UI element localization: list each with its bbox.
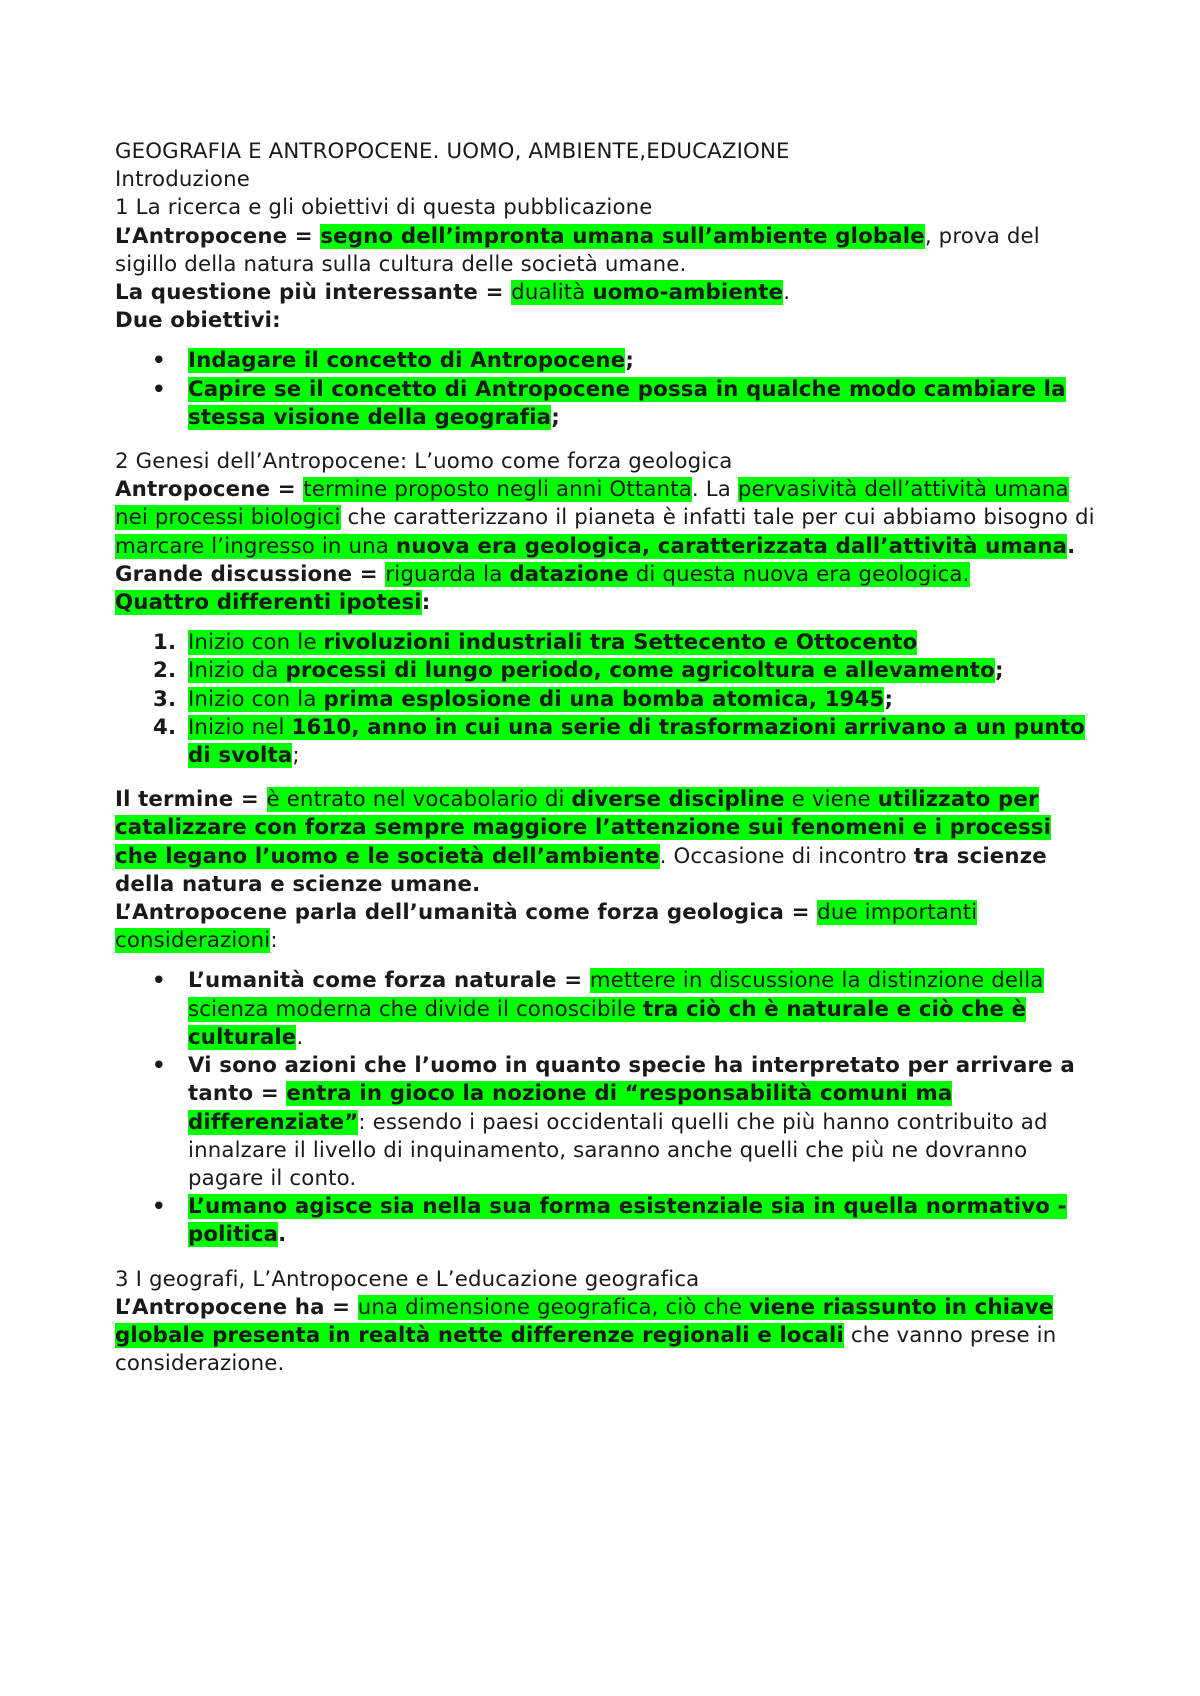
list-item	[115, 629, 1100, 657]
s2-numbered-list	[115, 629, 1100, 770]
s2-p2-highlight-2: datazione	[509, 561, 629, 587]
hypothesis-4-lead: Inizio nel	[188, 714, 292, 740]
s2-p4-text: :	[270, 928, 278, 954]
s2-p4-label: L’Antropocene parla dell’umanità come forza geologica =	[115, 900, 818, 926]
s2-p2-text: :	[421, 590, 431, 616]
s2-p4-highlight: due importanti considerazioni	[115, 900, 978, 954]
s1-p2-highlight-2: uomo-ambiente	[592, 280, 784, 306]
hypothesis-4-end: ;	[292, 743, 300, 769]
section-3-heading: 3 I geografi, L’Antropocene e L’educazione geografica	[115, 1266, 700, 1292]
s3-p1-highlight-2: viene riassunto in chiave globale presenta in realtà nette differenze regionali e locali	[115, 1294, 1054, 1348]
s3-p1-text: che vanno prese in considerazione.	[115, 1322, 1057, 1377]
s1-p2-text: .	[783, 280, 791, 306]
s2-p3-highlight-3: e viene	[784, 787, 878, 813]
s1-paragraph-1	[115, 223, 1100, 279]
list-item	[115, 1193, 1100, 1249]
s1-bullet-2-text: ;	[551, 404, 560, 430]
section-2-heading: 2 Genesi dell’Antropocene: L’uomo come forza geologica	[115, 449, 733, 475]
s2-p3-highlight-2: diverse discipline	[571, 787, 785, 813]
s2-paragraph-2	[115, 561, 1100, 617]
hypothesis-2-highlight: processi di lungo periodo, come agricoltura e allevamento	[285, 658, 995, 684]
s2-bullet-2-highlight: entra in gioco la nozione di “responsabilità comuni ma differenziate”	[188, 1081, 953, 1135]
s3-p1-highlight-1: una dimensione geografica, ciò che	[357, 1294, 750, 1320]
s2-p3-label: Il termine =	[115, 787, 267, 813]
hypothesis-1-lead: Inizio con le	[188, 630, 324, 656]
bullet-marker: •	[152, 376, 166, 402]
hypothesis-2-end: ;	[994, 658, 1004, 684]
list-item	[115, 714, 1100, 770]
s2-p3-text-1: . Occasione di incontro	[659, 843, 914, 869]
s2-paragraph-4	[115, 899, 1100, 955]
list-item	[115, 347, 1100, 375]
s2-bullet-list	[115, 967, 1100, 1249]
s2-p1-text-1: . La	[691, 477, 738, 503]
hypothesis-3-end: ;	[884, 686, 894, 712]
list-item	[115, 1052, 1100, 1193]
number-marker: 4.	[153, 714, 177, 740]
s2-bullet-3-end: .	[278, 1222, 287, 1248]
s2-p3-text-2: tra scienze della natura e scienze umane.	[115, 843, 1047, 897]
s1-bullet-list	[115, 347, 1100, 432]
section-1-heading: 1 La ricerca e gli obiettivi di questa pubblicazione	[115, 195, 653, 221]
s2-p2-highlight-3: di questa nuova era geologica.	[628, 561, 970, 587]
s3-p1-label: L’Antropocene ha =	[115, 1294, 358, 1320]
s2-p3-highlight-1: è entrato nel vocabolario di	[266, 787, 572, 813]
s1-p1-text: , prova del sigillo della natura sulla cultura delle società umane.	[115, 223, 1040, 277]
s2-bullet-1-label: L’umanità come forza naturale =	[188, 968, 590, 994]
s2-bullet-2-label: Vi sono azioni che l’uomo in quanto specie ha interpretato per arrivare a tanto =	[188, 1053, 1075, 1107]
s2-p1-highlight-2: pervasività dell’attività umana nei processi biologici	[115, 477, 1069, 531]
hypothesis-2-lead: Inizio da	[188, 658, 286, 684]
s2-p1-text-2: che caratterizzano il pianeta è infatti tale per cui abbiamo bisogno di	[340, 505, 1095, 531]
s2-p2-highlight-1: riguarda la	[385, 561, 510, 587]
s2-bullet-1-highlight-2: tra ciò ch è naturale e ciò che è culturale	[188, 996, 1027, 1050]
s2-p1-highlight-4: nuova era geologica, caratterizzata dall’attività umana	[395, 533, 1068, 559]
number-marker: 2.	[153, 658, 177, 684]
s2-bullet-1-end: .	[296, 1024, 304, 1050]
s1-p1-highlight: segno dell’impronta umana sull’ambiente globale	[320, 223, 925, 249]
s2-paragraph-3	[115, 786, 1100, 899]
s3-paragraph-1	[115, 1294, 1100, 1379]
bullet-marker: •	[152, 348, 166, 374]
s2-bullet-3-highlight: L’umano agisce sia nella sua forma esistenziale sia in quella normativo - politica	[188, 1194, 1067, 1248]
number-marker: 3.	[153, 686, 177, 712]
s1-paragraph-3: Due obiettivi:	[115, 308, 281, 334]
s2-p1-label: Antropocene =	[115, 477, 304, 503]
document-title: GEOGRAFIA E ANTROPOCENE. UOMO, AMBIENTE,EDUCAZIONE	[115, 139, 790, 164]
number-marker: 1.	[153, 630, 177, 656]
list-item	[115, 967, 1100, 1052]
hypothesis-1-highlight: rivoluzioni industriali tra Settecento e Ottocento	[323, 630, 918, 656]
s2-p2-label: Grande discussione =	[115, 561, 386, 587]
s2-p1-highlight-3: marcare l’ingresso in una	[115, 533, 396, 559]
hypothesis-3-lead: Inizio con la	[188, 686, 324, 712]
s1-paragraph-2	[115, 279, 1100, 307]
s1-bullet-1-highlight: Indagare il concetto di Antropocene	[188, 348, 626, 374]
hypothesis-4-highlight: 1610, anno in cui una serie di trasformazioni arrivano a un punto di svolta	[188, 714, 1085, 769]
s1-p2-highlight-1: dualità	[511, 280, 593, 306]
s2-bullet-1-highlight-1: mettere in discussione la distinzione della scienza moderna che divide il conoscibile	[188, 968, 1044, 1022]
s1-p1-label: L’Antropocene =	[115, 223, 321, 249]
s1-p2-label: La questione più interessante =	[115, 280, 512, 306]
s2-p1-text-3: .	[1067, 533, 1076, 559]
list-item	[115, 686, 1100, 714]
list-item	[115, 657, 1100, 685]
bullet-marker: •	[152, 1194, 166, 1220]
s2-paragraph-1	[115, 476, 1100, 561]
hypothesis-3-highlight: prima esplosione di una bomba atomica, 1945	[323, 686, 885, 712]
s2-p2-highlight-4: Quattro differenti ipotesi	[115, 590, 422, 616]
document-page	[115, 138, 1100, 1378]
s1-bullet-1-text: ;	[625, 348, 634, 374]
list-item	[115, 376, 1100, 432]
intro-heading: Introduzione	[115, 167, 250, 193]
s2-p1-highlight-1: termine proposto negli anni Ottanta	[303, 477, 692, 503]
s2-bullet-2-text: : essendo i paesi occidentali quelli che più hanno contribuito ad innalzare il livello di inquinamento, saranno anche quelli che più ne dovranno pagare il conto.	[188, 1109, 1048, 1191]
s1-bullet-2-highlight: Capire se il concetto di Antropocene possa in qualche modo cambiare la stessa visione della geografia	[188, 376, 1066, 430]
s2-p3-highlight-4: utilizzato per catalizzare con forza sempre maggiore l’attenzione sui fenomeni e i processi che legano l’uomo e le società dell’ambiente	[115, 787, 1052, 869]
bullet-marker: •	[152, 968, 166, 994]
bullet-marker: •	[152, 1053, 166, 1079]
